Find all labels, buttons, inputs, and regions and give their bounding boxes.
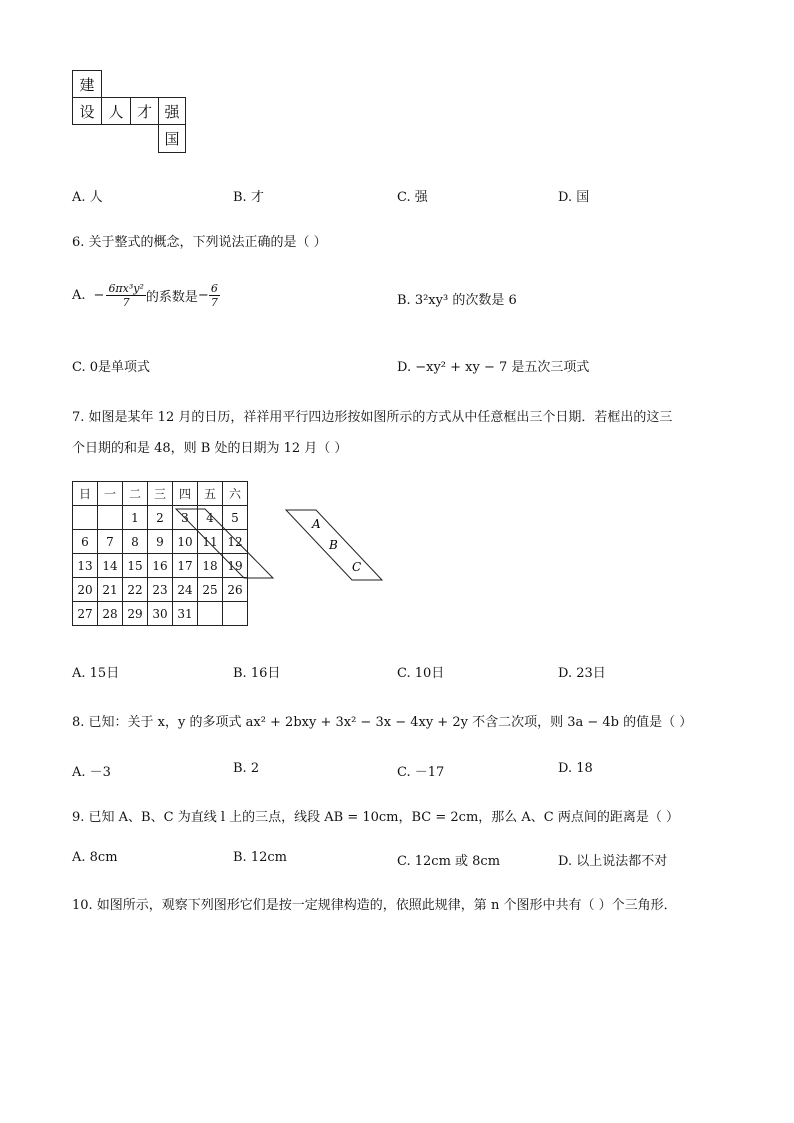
calendar-cell: 21 bbox=[98, 578, 123, 602]
label-b: B bbox=[329, 538, 338, 552]
q8-stem: 8. 已知：关于 x，y 的多项式 ax² + 2bxy + 3x² − 3x − 4xy + 2y 不含二次项，则 3a − 4b 的值是（ ） bbox=[72, 715, 693, 730]
grid-cell-cai: 才 bbox=[130, 97, 159, 125]
q9-option-a[interactable]: A. 8cm bbox=[72, 850, 118, 865]
calendar-cell: 28 bbox=[98, 602, 123, 626]
q6-option-a-rden: 7 bbox=[210, 296, 218, 309]
grid-cell-ren: 人 bbox=[101, 97, 131, 125]
grid-cell-jian: 建 bbox=[72, 70, 102, 98]
calendar-cell: 12 bbox=[223, 530, 248, 554]
calendar-cell: 10 bbox=[173, 530, 198, 554]
calendar-cell: 24 bbox=[173, 578, 198, 602]
calendar-header: 四 bbox=[173, 482, 198, 506]
q5-option-d[interactable]: D. 国 bbox=[558, 190, 590, 205]
q9-stem: 9. 已知 A、B、C 为直线 l 上的三点，线段 AB = 10cm，BC = 2cm，那么 A、C 两点间的距离是（ ） bbox=[72, 810, 680, 825]
q7-option-b[interactable]: B. 16日 bbox=[233, 666, 281, 681]
calendar-cell: 11 bbox=[198, 530, 223, 554]
calendar-cell: 15 bbox=[123, 554, 148, 578]
calendar-cell: 2 bbox=[148, 506, 173, 530]
q7-option-a[interactable]: A. 15日 bbox=[72, 666, 120, 681]
calendar-cell: 31 bbox=[173, 602, 198, 626]
label-c: C bbox=[352, 560, 362, 574]
q6-option-a-text: 的系数是 bbox=[145, 290, 198, 305]
calendar-cell: 26 bbox=[223, 578, 248, 602]
q8-option-d[interactable]: D. 18 bbox=[558, 761, 593, 776]
grid-cell-qiang: 强 bbox=[158, 97, 186, 125]
calendar-cell: 23 bbox=[148, 578, 173, 602]
calendar-header: 三 bbox=[148, 482, 173, 506]
calendar-cell: 7 bbox=[98, 530, 123, 554]
q5-option-c[interactable]: C. 强 bbox=[397, 190, 428, 205]
q6-option-d[interactable]: D. −xy² + xy − 7 是五次三项式 bbox=[397, 360, 590, 375]
q9-option-b[interactable]: B. 12cm bbox=[233, 850, 287, 865]
abc-parallelogram bbox=[284, 508, 386, 582]
calendar-header: 六 bbox=[223, 482, 248, 506]
q6-option-a-denominator: 7 bbox=[122, 296, 130, 309]
calendar-header: 五 bbox=[198, 482, 223, 506]
q7-option-d[interactable]: D. 23日 bbox=[558, 666, 606, 681]
q10-stem: 10. 如图所示，观察下列图形它们是按一定规律构造的，依照此规律，第 n 个图形中共有（ ）个三角形． bbox=[72, 898, 677, 913]
q8-option-b[interactable]: B. 2 bbox=[233, 761, 260, 776]
calendar-cell: 9 bbox=[148, 530, 173, 554]
calendar-cell: 16 bbox=[148, 554, 173, 578]
q9-option-c[interactable]: C. 12cm 或 8cm bbox=[397, 854, 501, 869]
calendar-cell: 4 bbox=[198, 506, 223, 530]
calendar-cell: 27 bbox=[73, 602, 98, 626]
q7-stem-line2: 个日期的和是 48，则 B 处的日期为 12 月（ ） bbox=[72, 441, 348, 456]
calendar-cell: 22 bbox=[123, 578, 148, 602]
calendar-cell: 3 bbox=[173, 506, 198, 530]
calendar-header: 日 bbox=[73, 482, 98, 506]
q6-option-a-rnum: 6 bbox=[210, 282, 218, 295]
q6-option-a-prefix: A. bbox=[72, 288, 86, 303]
grid-cell-she: 设 bbox=[72, 97, 102, 125]
q6-option-b[interactable]: B. 3²xy³ 的次数是 6 bbox=[397, 293, 517, 308]
calendar-cell: 17 bbox=[173, 554, 198, 578]
grid-cell-guo: 国 bbox=[158, 124, 186, 153]
calendar-cell: 20 bbox=[73, 578, 98, 602]
q8-option-a[interactable]: A. －3 bbox=[72, 765, 111, 780]
q8-option-c[interactable]: C. －17 bbox=[397, 765, 445, 780]
calendar-cell: 6 bbox=[73, 530, 98, 554]
q6-stem: 6. 关于整式的概念，下列说法正确的是（ ） bbox=[72, 235, 327, 250]
label-a: A bbox=[312, 517, 321, 531]
calendar-cell: 25 bbox=[198, 578, 223, 602]
calendar-header: 二 bbox=[123, 482, 148, 506]
q9-option-d[interactable]: D. 以上说法都不对 bbox=[558, 854, 668, 869]
calendar-cell: 14 bbox=[98, 554, 123, 578]
calendar-cell: 8 bbox=[123, 530, 148, 554]
q7-option-c[interactable]: C. 10日 bbox=[397, 666, 445, 681]
q7-stem-line1: 7. 如图是某年 12 月的日历，祥祥用平行四边形按如图所示的方式从中任意框出三个日期．若框出的这三 bbox=[72, 410, 673, 425]
calendar-cell: 30 bbox=[148, 602, 173, 626]
q5-option-a[interactable]: A. 人 bbox=[72, 190, 103, 205]
q6-option-a-numerator: 6πx³y² bbox=[108, 282, 144, 295]
q6-option-c[interactable]: C. 0是单项式 bbox=[72, 360, 151, 375]
calendar-cell: 13 bbox=[73, 554, 98, 578]
q5-option-b[interactable]: B. 才 bbox=[233, 190, 264, 205]
calendar-cell: 1 bbox=[123, 506, 148, 530]
calendar-cell: 5 bbox=[223, 506, 248, 530]
q6-option-a[interactable]: A. − $\frac{\text{6πx³y²}}{7}$ 的系数是 − $\frac{6}{7}$ bbox=[72, 282, 218, 309]
calendar-header: 一 bbox=[98, 482, 123, 506]
calendar-cell: 19 bbox=[223, 554, 248, 578]
calendar-cell: 29 bbox=[123, 602, 148, 626]
calendar-cell: 18 bbox=[198, 554, 223, 578]
